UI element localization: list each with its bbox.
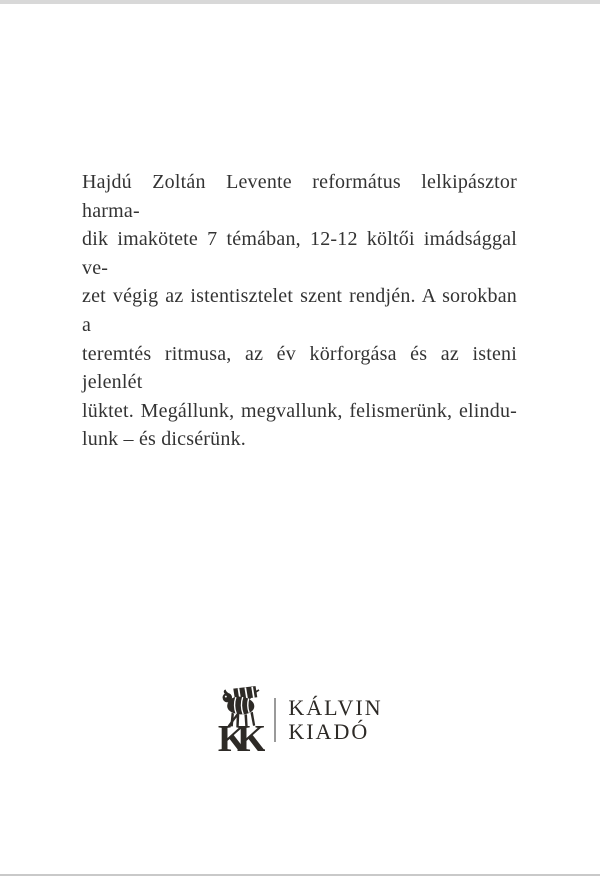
publisher-name bbox=[288, 696, 382, 744]
blurb-line: dik imakötete 7 témában, 12-12 költői imádsággal ve- bbox=[82, 228, 517, 279]
kk-monogram: KK bbox=[218, 718, 257, 753]
blurb-paragraph bbox=[82, 168, 517, 454]
logo-divider bbox=[274, 698, 276, 742]
scan-edge-top bbox=[0, 0, 600, 4]
blurb-line: zet végig az istentisztelet szent rendjén. A sorokban a bbox=[82, 285, 517, 336]
scan-edge-bottom bbox=[0, 874, 600, 876]
blurb-line: teremtés ritmusa, az év körforgása és az isteni jelenlét bbox=[82, 342, 517, 394]
blurb-line: lüktet. Megállunk, megvallunk, felismerünk, elindu- bbox=[82, 399, 517, 422]
publisher-name-line2: KIADÓ bbox=[288, 718, 370, 744]
publisher-logo bbox=[0, 686, 600, 753]
agnus-dei-lamb-kk-logo-icon bbox=[217, 686, 265, 753]
publisher-name-line1: KÁLVIN bbox=[288, 694, 383, 720]
blurb-line: Hajdú Zoltán Levente református lelkipásztor harma- bbox=[82, 171, 517, 222]
blurb-line: lunk – és dicsérünk. bbox=[82, 428, 246, 451]
